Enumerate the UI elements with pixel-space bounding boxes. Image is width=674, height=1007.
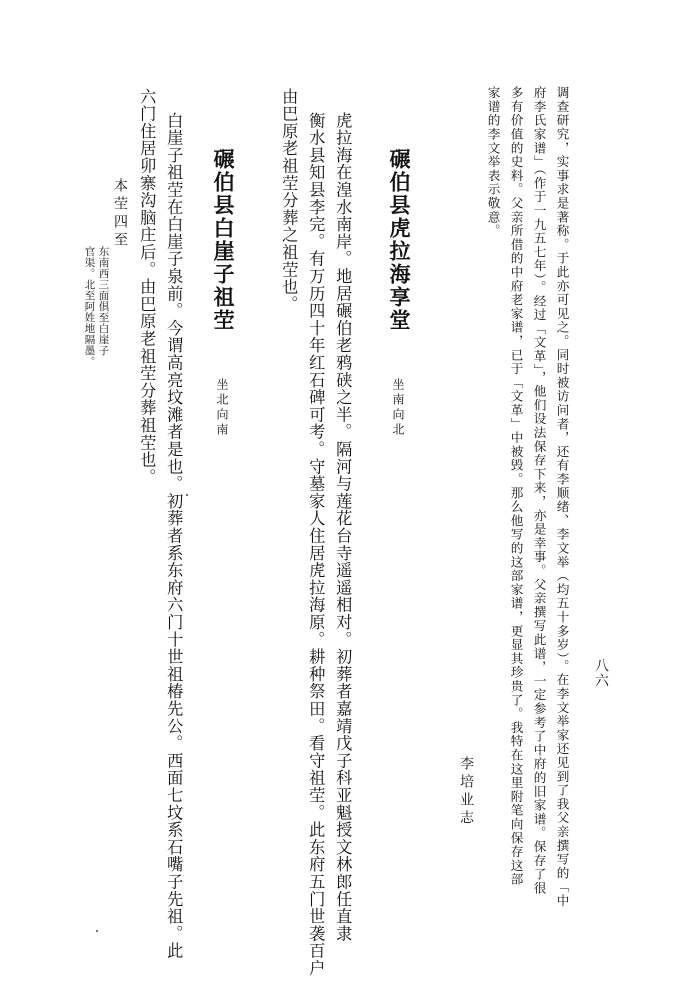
section-1-title: 碾伯县虎拉海享堂	[387, 148, 411, 332]
section-2-line-2: 六门住居卯寨沟脑庄后。由巴原老祖茔分葬祖茔也。	[137, 88, 157, 486]
signature: 李培业志	[458, 756, 474, 828]
print-speck	[186, 494, 188, 496]
section-1-orientation: 坐南向北	[391, 378, 405, 438]
footer-main: 本茔四至	[112, 178, 128, 250]
section-1-line-3: 由巴原老祖茔分葬之祖茔也。	[279, 88, 299, 313]
section-1-line-2: 衡水县知县李完。有万历四十年红石碑可考。守墓家人住居虎拉海原。耕种祭田。看守祖茔。此东府五门世袭百户	[306, 112, 326, 977]
intro-line-3: 多有价值的史料。父亲所借的中府老家谱，已于「文革」中被毁。那么他写的这部家谱，更显其珍贵了。我特在这里附笔向保存这部	[508, 86, 524, 887]
intro-line-2: 府李氏家谱」（作于一九五七年）。经过「文革」，他们设法保存下来，亦是幸事。父亲撰写此谱，一定参考了中府的旧家谱。保存了很	[531, 86, 547, 896]
section-2-line-1: 白崖子祖茔在白崖子泉前。今谓高亮坟滩者是也。初葬者系东府六门十世祖椿先公。西面七坟系石嘴子先祖。此	[164, 112, 184, 960]
section-2-orientation: 坐北向南	[215, 378, 229, 438]
intro-line-4: 家谱的李文举表示敬意。	[485, 86, 501, 238]
footer-note-line-2: 官渠。北至阿姓地隔墨。	[83, 246, 96, 367]
section-2-title: 碾伯县白崖子祖茔	[211, 148, 235, 332]
intro-line-1: 调查研究，实事求是著称。于此亦可见之。同时被访问者，还有李顺绪、李文举（均五十多岁）。在李文举家还见到了我父亲撰写的「中	[554, 86, 570, 908]
footer-note-line-1: 东南西三面俱至白崖子	[97, 246, 110, 356]
print-speck	[96, 930, 98, 932]
page-number: 八六	[593, 658, 609, 688]
section-1-line-1: 虎拉海在湟水南岸。地居碾伯老鸦硖之半。隔河与莲花台寺遥遥相对。初葬者嘉靖戊子科亚魁授文林郎任直隶	[333, 112, 353, 943]
